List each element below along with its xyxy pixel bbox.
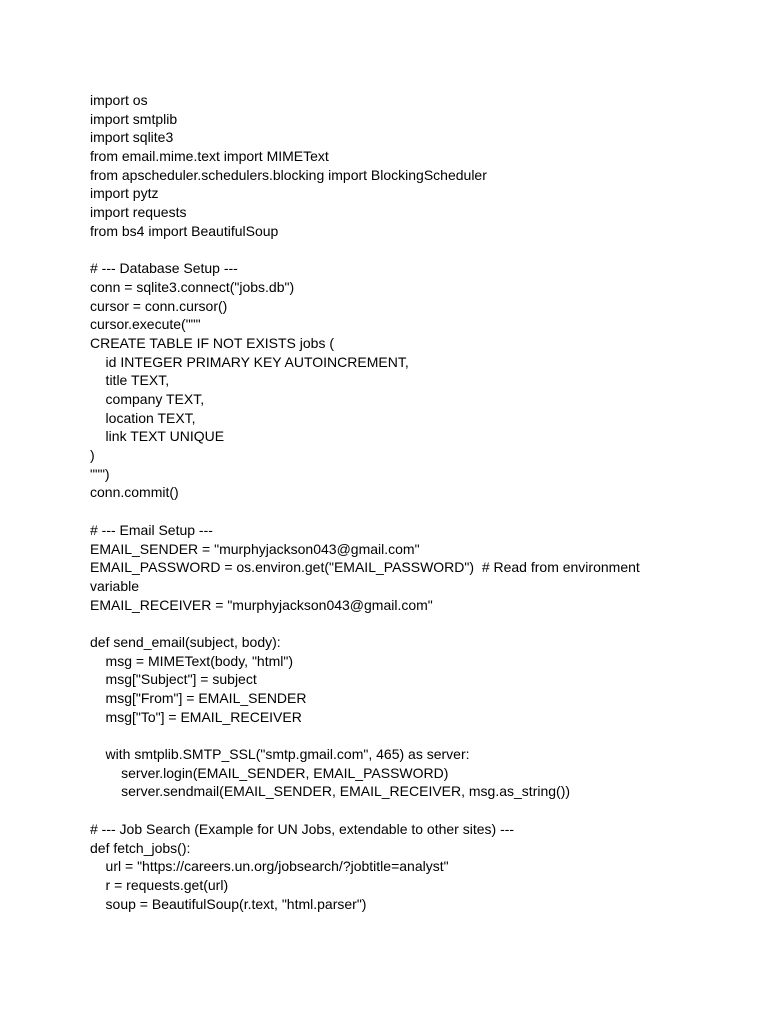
code-line: location TEXT,: [90, 409, 196, 426]
code-line: def send_email(subject, body):: [90, 633, 281, 650]
code-line: url = "https://careers.un.org/jobsearch/?jobtitle=analyst": [90, 858, 449, 875]
code-line: from apscheduler.schedulers.blocking import BlockingScheduler: [90, 166, 487, 183]
code-line: EMAIL_SENDER = "murphyjackson043@gmail.com": [90, 540, 420, 557]
code-line: CREATE TABLE IF NOT EXISTS jobs (: [90, 334, 335, 351]
code-line: msg["To"] = EMAIL_RECEIVER: [90, 708, 302, 725]
code-comment: # --- Email Setup ---: [90, 521, 213, 538]
code-line: ): [90, 447, 95, 464]
code-line: from email.mime.text import MIMEText: [90, 148, 329, 165]
code-line: import os: [90, 92, 148, 108]
blank-line: [90, 241, 690, 260]
code-line: server.login(EMAIL_SENDER, EMAIL_PASSWORD): [90, 764, 449, 781]
code-listing: [90, 91, 690, 913]
code-line: cursor = conn.cursor(): [90, 297, 228, 314]
code-line: EMAIL_PASSWORD = os.environ.get("EMAIL_PASSWORD") # Read from environment: [90, 559, 640, 576]
blank-line: [90, 614, 690, 633]
code-line: import pytz: [90, 185, 159, 202]
code-line: msg["Subject"] = subject: [90, 671, 257, 688]
code-line: cursor.execute(""": [90, 316, 201, 333]
code-line: import smtplib: [90, 110, 178, 127]
code-line: with smtplib.SMTP_SSL("smtp.gmail.com", 465) as server:: [90, 746, 470, 763]
code-comment: # --- Job Search (Example for UN Jobs, extendable to other sites) ---: [90, 820, 515, 837]
code-line: EMAIL_RECEIVER = "murphyjackson043@gmail.com": [90, 596, 433, 613]
code-line: conn.commit(): [90, 484, 179, 501]
code-line: import sqlite3: [90, 129, 174, 146]
code-line: from bs4 import BeautifulSoup: [90, 222, 279, 239]
code-line: server.sendmail(EMAIL_SENDER, EMAIL_RECEIVER, msg.as_string()): [90, 783, 571, 800]
code-line: def fetch_jobs():: [90, 839, 191, 856]
code-line: conn = sqlite3.connect("jobs.db"): [90, 278, 295, 295]
code-line: id INTEGER PRIMARY KEY AUTOINCREMENT,: [90, 353, 409, 370]
code-comment: # --- Database Setup ---: [90, 260, 238, 277]
blank-line: [90, 801, 690, 820]
code-line: """): [90, 465, 110, 482]
code-line: msg["From"] = EMAIL_SENDER: [90, 690, 307, 706]
blank-line: [90, 726, 690, 745]
code-line: import requests: [90, 204, 187, 221]
code-line: title TEXT,: [90, 372, 170, 389]
code-line: variable: [90, 577, 140, 594]
code-line: msg = MIMEText(body, "html"): [90, 652, 293, 669]
blank-line: [90, 502, 690, 521]
code-line: link TEXT UNIQUE: [90, 428, 225, 445]
code-line: soup = BeautifulSoup(r.text, "html.parser"): [90, 895, 367, 912]
code-line: company TEXT,: [90, 391, 205, 407]
code-line: r = requests.get(url): [90, 876, 229, 893]
